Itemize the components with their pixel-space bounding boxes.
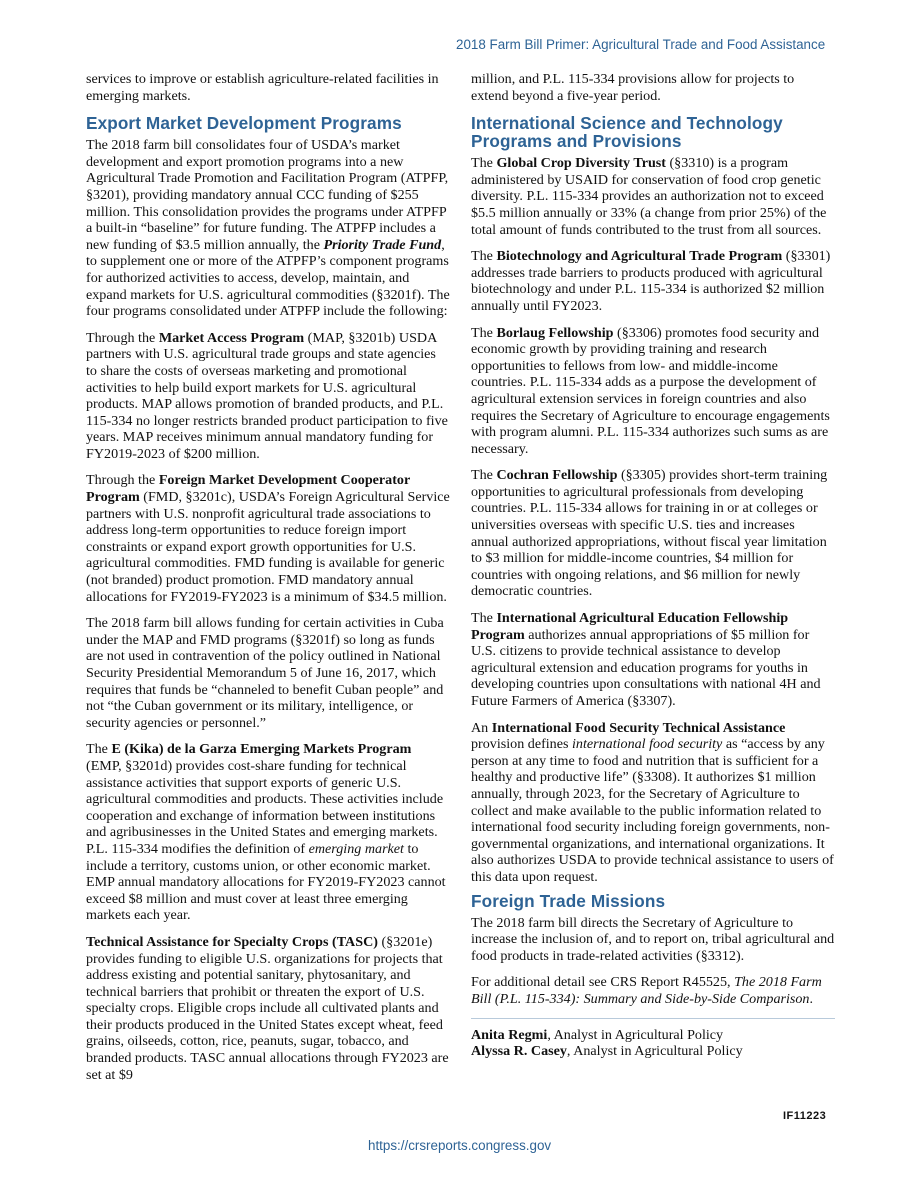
paragraph-gcdt: The Global Crop Diversity Trust (§3310) is a program administered by USAID for conservation of food crop genetic diversity. P.L. 115-334 provides an authorization not to exceed $5.5 million annually or 33% (a change from prior 25%) of the total amount of funds contributed to the trust from all sources. (471, 155, 827, 238)
term-tasc: Technical Assistance for Specialty Crops (TASC) (86, 933, 378, 950)
author-line: Alyssa R. Casey, Analyst in Agricultural Policy (471, 1043, 743, 1060)
footer-url-link[interactable]: https://crsreports.congress.gov (368, 1138, 552, 1153)
paragraph-ifsta: An International Food Security Technical Assistance provision defines international food security as “access by any person at any time to food and nutrition that is sufficient for a healthy and productive life” (§3308). It authorizes $1 million annually, through 2023, for the Secretary of Agriculture to collect and make available to the public information related to international food security including foreign governments, non-governmental organizations, and international organizations. It also authorizes USDA to provide technical assistance to users of this data upon request. (471, 719, 834, 885)
paragraph-intro-continued: services to improve or establish agriculture-related facilities in emerging markets. (86, 71, 439, 104)
running-header: 2018 Farm Bill Primer: Agricultural Trade and Food Assistance (456, 37, 826, 52)
paragraph-additional-detail: For additional detail see CRS Report R45525, The 2018 Farm Bill (P.L. 115-334): Summary and Side-by-Side Comparison. (471, 974, 822, 1007)
author-divider (471, 1018, 835, 1019)
paragraph-atpfp: The 2018 farm bill consolidates four of USDA’s market development and export promotion programs into a new Agricultural Trade Promotion and Facilitation Program (ATPFP, §3201), providing mandatory annual CCC funding of $255 million. This consolidation provides the programs under ATPFP a built-in “baseline” for future funding. The ATPFP includes a new funding of $3.5 million annually, the Priority Trade Fund, to supplement one or more of the ATPFP’s component programs for authorized activities to access, develop, maintain, and expand markets for U.S. agricultural commodities (§3201f). The four programs consolidated under ATPFP include the following: (86, 137, 450, 320)
term-cochran-fellowship: Cochran Fellowship (496, 467, 618, 484)
paragraph-map: Through the Market Access Program (MAP, §3201b) USDA partners with U.S. agricultural trade groups and state agencies to share the costs of overseas marketing and promotional activities to help build export markets for U.S. agricultural products. MAP allows promotion of branded products, and P.L. 115-334 no longer restricts branded product participation to five years. MAP receives minimum annual mandatory funding for FY2019-2023 of $200 million. (86, 329, 448, 462)
crs-report-title: The 2018 Farm Bill (P.L. 115-334): Summary and Side-by-Side Comparison (471, 974, 822, 1007)
author-list (471, 1027, 835, 1060)
heading-export-market-development: Export Market Development Programs (86, 113, 402, 134)
term-emerging-markets-program: E (Kika) de la Garza Emerging Markets Program (111, 741, 412, 758)
document-id: IF11223 (783, 1110, 827, 1122)
term-fmd-program: Foreign Market Development Cooperator Program (86, 472, 410, 506)
paragraph-missions: The 2018 farm bill directs the Secretary of Agriculture to increase the inclusion of, and to report on, tribal agricultural and food products in trade-related activities (§3312). (471, 914, 835, 964)
left-column (86, 71, 450, 1093)
term-market-access-program: Market Access Program (158, 329, 305, 346)
heading-foreign-trade-missions: Foreign Trade Missions (471, 890, 666, 911)
paragraph-tasc-continued: million, and P.L. 115-334 provisions allow for projects to extend beyond a five-year period. (471, 71, 795, 104)
paragraph-fmd: Through the Foreign Market Development Cooperator Program (FMD, §3201c), USDA’s Foreign Agricultural Service partners with U.S. nonprofit agricultural trade associations to address long-term opportunities to reduce foreign import constraints or expand export growth opportunities for U.S. agricultural commodities. FMD funding is available for generic (not branded) product promotion. FMD mandatory annual allocations for FY2019-FY2023 is a minimum of $34.5 million. (86, 472, 450, 605)
paragraph-cuba: The 2018 farm bill allows funding for certain activities in Cuba under the MAP and FMD programs (§3201f) so long as funds are not used in contravention of the policy outlined in National Security Presidential Memorandum 5 of June 16, 2017, which requires that funds be “channeled to benefit Cuban people” and not “the Cuban government or its military, intelligence, or security agencies or personnel.” (86, 615, 444, 731)
paragraph-emp: The E (Kika) de la Garza Emerging Markets Program (EMP, §3201d) provides cost-share funding for technical assistance activities that support exports of generic U.S. agricultural commodities and products. These activities include cooperation and exchange of information between institutions and agribusinesses in the United States and emerging markets. P.L. 115-334 modifies the definition of emerging market to include a territory, customs union, or other economic market. EMP annual mandatory allocations for FY2019-FY2023 cannot exceed $8 million and must cover at least three emerging markets each year. (86, 741, 446, 924)
paragraph-iaef: The International Agricultural Education Fellowship Program authorizes annual appropriations of $5 million for U.S. citizens to provide technical assistance to develop agricultural extension and education programs for youths in developing countries upon consultations with national 4H and Future Farmers of America (§3307). (471, 610, 821, 709)
term-borlaug-fellowship: Borlaug Fellowship (496, 324, 614, 341)
term-ifsta: International Food Security Technical Assistance (491, 719, 786, 736)
term-priority-trade-fund: Priority Trade Fund (323, 236, 442, 253)
term-biotech-program: Biotechnology and Agricultural Trade Program (496, 248, 783, 265)
term-global-crop-diversity-trust: Global Crop Diversity Trust (496, 155, 666, 172)
paragraph-biotech: The Biotechnology and Agricultural Trade Program (§3301) addresses trade barriers to products produced with agricultural biotechnology and under P.L. 115-334 is authorized $2 million annually until FY2023. (471, 248, 831, 314)
right-column (471, 71, 835, 1060)
author-line: Anita Regmi, Analyst in Agricultural Policy (471, 1026, 724, 1043)
heading-science-technology: International Science and Technology Programs and Provisions (471, 113, 783, 152)
paragraph-borlaug: The Borlaug Fellowship (§3306) promotes food security and economic growth by providing training and research opportunities to fellows from low- and middle-income countries. P.L. 115-334 adds as a purpose the development of agricultural extension services in foreign countries and also requires the Secretary of Agriculture to encourage engagements with program alumni. P.L. 115-334 authorizes such sums as are necessary. (471, 324, 830, 457)
paragraph-tasc: Technical Assistance for Specialty Crops (TASC) (§3201e) provides funding to eligible U.S. organizations for projects that address existing and potential sanitary, phytosanitary, and technical barriers that prohibit or threaten the export of U.S. specialty crops. Eligible crops include all cultivated plants and their products produced in the United States except wheat, feed grains, oilseeds, cotton, rice, peanuts, sugar, tobacco, and branded products. TASC annual allocations through FY2023 are set at $9 (86, 933, 449, 1083)
paragraph-cochran: The Cochran Fellowship (§3305) provides short-term training opportunities to agricultural professionals from developing countries. P.L. 115-334 allows for training in or at colleges or universities overseas with specific U.S. ties and increases annual authorized appropriations, without fiscal year limitation to $3 million for middle-income countries, $4 million for countries with ongoing relations, and $6 million for newly democratic countries. (471, 467, 828, 600)
term-iaef-program: International Agricultural Education Fellowship Program (471, 610, 789, 643)
